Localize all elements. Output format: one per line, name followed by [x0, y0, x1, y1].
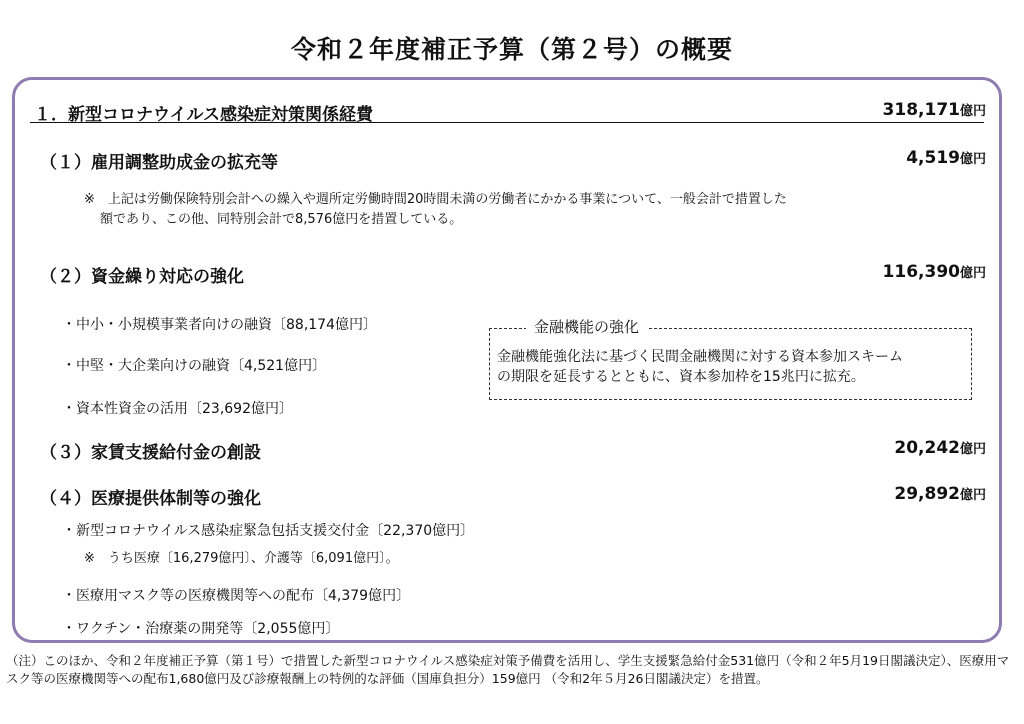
- footnote: （注）このほか、令和２年度補正予算（第１号）で措置した新型コロナウイルス感染症対策予備費を活用し、学生支援緊急給付金531億円（令和２年5月19日閣議決定）、医療用マスク等の医療機関等への配布1,680億円及び診療報酬上の特例的な評価（国庫負担分）159億円 （令和2年５月26日閣議決定）を措置。: [6, 653, 1010, 686]
- financial-function-box-line2: の期限を延長するとともに、資本参加枠を15兆円に拡充。: [497, 369, 865, 385]
- item4-bullet: ・医療用マスク等の医療機関等への配布〔4,379億円〕: [62, 588, 411, 604]
- item2-amount-unit: 億円: [959, 266, 986, 281]
- item4-sub-note: ※ うち医療〔16,279億円〕、介護等〔6,091億円〕。: [84, 551, 399, 566]
- item1-amount: [906, 148, 986, 168]
- section1-amount: [883, 100, 986, 120]
- item1-amount-unit: 億円: [959, 152, 986, 167]
- financial-function-box-line1: 金融機能強化法に基づく民間金融機関に対する資本参加スキーム: [497, 349, 903, 365]
- section1-amount-unit: 億円: [959, 104, 986, 119]
- page-title: 令和２年度補正予算（第２号）の概要: [290, 35, 733, 64]
- item4-amount-value: 29,892: [894, 484, 960, 504]
- item1-amount-value: 4,519: [906, 148, 960, 168]
- item3-label: （３）家賃支援給付金の創設: [40, 443, 261, 463]
- item2-bullet: ・中小・小規模事業者向けの融資〔88,174億円〕: [62, 317, 377, 333]
- item3-amount-unit: 億円: [959, 442, 986, 457]
- item1-note-line2: 額であり、この他、同特別会計で8,576億円を措置している。: [100, 212, 463, 227]
- item2-bullet: ・資本性資金の活用〔23,692億円〕: [62, 401, 293, 417]
- financial-function-box-title: 金融機能の強化: [526, 316, 647, 337]
- item4-amount: [894, 484, 986, 504]
- item4-label: （４）医療提供体制等の強化: [40, 489, 261, 509]
- item4-bullet: ・新型コロナウイルス感染症緊急包括支援交付金〔22,370億円〕: [62, 523, 475, 539]
- item1-label: （１）雇用調整助成金の拡充等: [40, 153, 278, 173]
- item2-label: （２）資金繰り対応の強化: [40, 267, 244, 287]
- item1-note-line1: ※ 上記は労働保険特別会計への繰入や週所定労働時間20時間未満の労働者にかかる事業について、一般会計で措置した: [84, 192, 787, 207]
- item2-amount-value: 116,390: [882, 262, 960, 282]
- item4-bullet: ・ワクチン・治療薬の開発等〔2,055億円〕: [62, 621, 340, 637]
- item3-amount-value: 20,242: [894, 438, 960, 458]
- section1-label: １．新型コロナウイルス感染症対策関係経費: [34, 105, 373, 125]
- item3-amount: [894, 438, 986, 458]
- item4-amount-unit: 億円: [959, 488, 986, 503]
- item2-bullet: ・中堅・大企業向けの融資〔4,521億円〕: [62, 358, 327, 374]
- section1-underline: [30, 122, 984, 123]
- section1-amount-value: 318,171: [882, 100, 960, 120]
- item2-amount: [883, 262, 986, 282]
